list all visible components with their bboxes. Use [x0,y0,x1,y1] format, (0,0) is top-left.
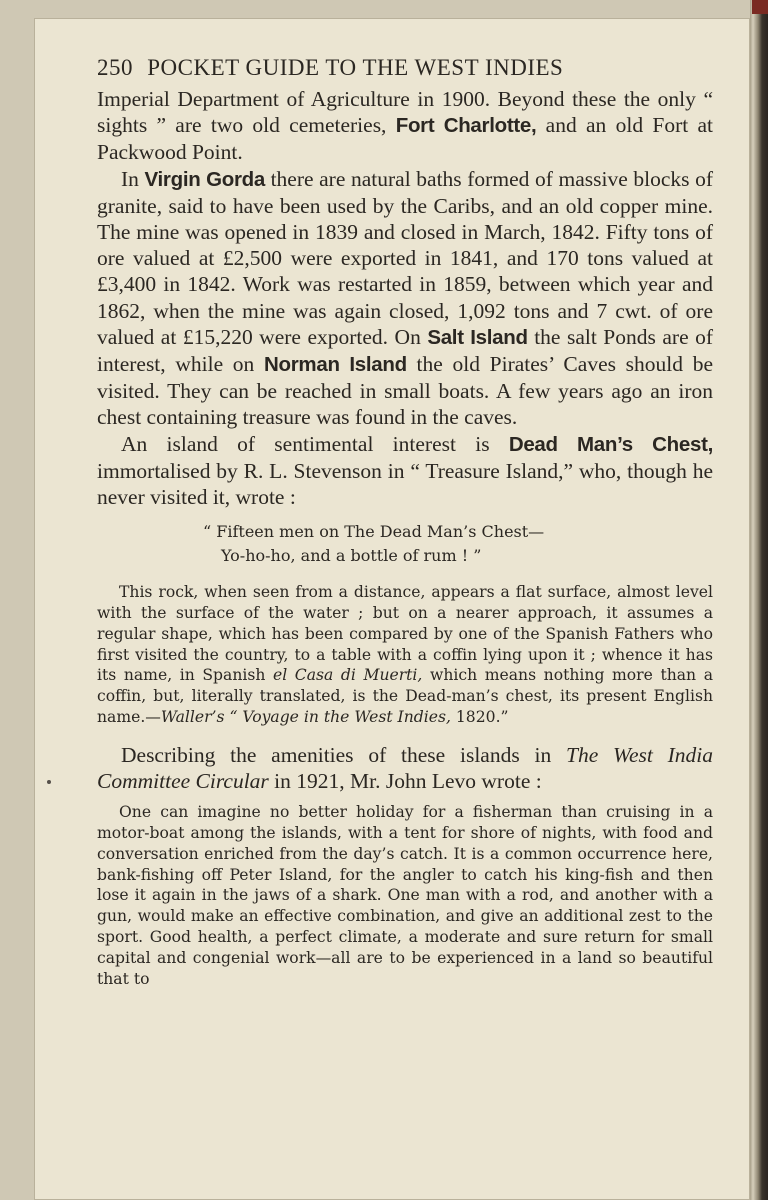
place-salt-island: Salt Island [427,325,528,349]
verse-line-2: Yo-ho-ho, and a bottle of rum ! ” [221,546,482,566]
running-title: POCKET GUIDE TO THE WEST INDIES [147,55,564,80]
publication-title: The West India Committee Circular [97,742,713,794]
page-number: 250 [97,55,133,80]
bookmark-ribbon [752,0,768,14]
verse-quote [203,520,713,568]
paragraph-1: Imperial Department of Agriculture in 1900. Beyond these the only “ sights ” are two old cemeteries, Fort Charlotte, and an old Fort at Packwood Point. [97,87,714,165]
paragraph-2: In Virgin Gorda there are natural baths formed of massive blocks of granite, said to have been used by the Caribs, and an old copper mine. The mine was opened in 1839 and closed in March, 1842. Fifty tons of ore valued at £2,500 were exported in 1841, and 170 tons valued at £3,400 in 1842. Work was restarted in 1859, between which year and 1862, when the mine was again closed, 1,092 tons and 7 cwt. of ore valued at £15,220 were exported. On Salt Island the salt Ponds are of interest, while on Norman Island the old Pirates’ Caves should be visited. They can be reached in small boats. A few years ago an iron chest containing treasure was found in the caves. [97,166,714,430]
block-quote-waller: This rock, when seen from a distance, appears a flat surface, almost level with the surface of the water ; but on a nearer approach, it assumes a regular shape, which has been compared by one of the Spanish Fathers who first visited the country, to a table with a coffin lying upon it ; whence it has its name, in Spanish el Casa di Muerti, which means nothing more than a coffin, but, literally translated, is the Dead-man’s chest, its present English name.—Waller’s “ Voyage in the West Indies, 1820.” [97,583,713,727]
page-text [97,52,713,1003]
block-quote-levo: One can imagine no better holiday for a fisherman than cruising in a motor-boat among the islands, with a tent for shore of nights, with food and conversation enriched from the day’s catch. It is a common occurrence here, bank-fishing off Peter Island, for the angler to catch his king-fish and then lose it again in the jaws of a shark. One man with a rod, and another with a gun, would make an effective combination, and give an additional zest to the sport. Good health, a perfect climate, a moderate and sure return for small capital and congenial work—all are to be experienced in a land so beautiful that to [97,803,713,988]
place-virgin-gorda: Virgin Gorda [144,167,265,191]
running-header [97,52,713,84]
citation: Waller’s “ Voyage in the West Indies, [160,708,451,727]
paragraph-4: Describing the amenities of these islands in The West India Committee Circular in 1921, Mr. John Levo wrote : [97,742,713,794]
place-fort-charlotte: Fort Charlotte, [395,114,537,138]
place-dead-mans-chest: Dead Man’s Chest, [508,432,713,456]
margin-mark [47,780,51,784]
paragraph-3: An island of sentimental interest is Dead Man’s Chest, immortalised by R. L. Stevenson in “ Treasure Island,” who, though he never visited it, wrote : [97,431,713,510]
verse-line-1: “ Fifteen men on The Dead Man’s Chest— [203,522,545,542]
book-edge [750,0,768,1200]
place-norman-island: Norman Island [264,353,407,377]
